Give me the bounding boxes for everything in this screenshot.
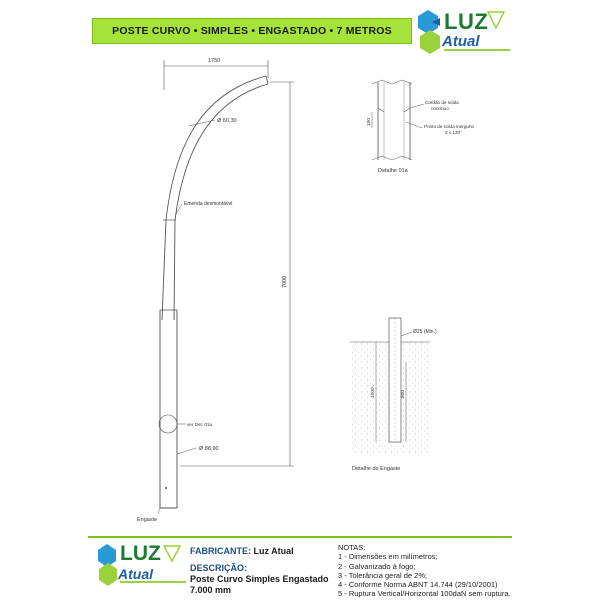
- page-title: POSTE CURVO • SIMPLES • ENGASTADO • 7 METROS: [92, 18, 412, 44]
- description-line-2: 7.000 mm: [190, 585, 232, 595]
- diam-bottom-label: Ø 88,90: [199, 446, 219, 452]
- description-block: [190, 563, 329, 596]
- detail-ref-label: ver Det. 01a: [187, 422, 213, 427]
- manufacturer-label: FABRICANTE:: [190, 546, 251, 556]
- diam-top-label: Ø 60,30: [217, 118, 237, 124]
- manufacturer-row: [190, 546, 294, 557]
- dim-width-label: 1750: [208, 58, 221, 64]
- detail-circle: [159, 415, 177, 433]
- note-item: 3 - Tolerância geral de 2%;: [338, 570, 428, 580]
- description-label: DESCRIÇÃO:: [190, 563, 248, 573]
- note-item: 4 - Conforme Norma ABNT 14.744 (29/10/2001): [338, 580, 498, 590]
- detail-01a: [366, 80, 475, 174]
- logo-text-atual: Atual: [442, 33, 480, 50]
- logo-text-luz-footer: LUZ: [120, 542, 161, 565]
- weld-bead-label: Cordão de solda contínuo: [425, 100, 459, 111]
- footer-divider: [88, 536, 512, 538]
- engaste-diam-label: Ø25 (Min.): [413, 329, 437, 335]
- logo-text-atual-footer: Atual: [118, 566, 153, 582]
- detail-engaste: [350, 318, 437, 472]
- note-item: 1 - Dimensões em milímetros;: [338, 552, 438, 562]
- manufacturer-value: Luz Atual: [253, 546, 294, 556]
- brand-logo-footer: [94, 540, 190, 588]
- logo-text-luz: LUZ: [444, 9, 489, 34]
- detail-01a-caption: Detalhe 01a: [378, 168, 408, 174]
- dim-height-label: 7000: [282, 275, 288, 288]
- notes-title: NOTAS:: [338, 543, 366, 552]
- plug-weld-label: Ponto de solda merguho 3 x 120°: [424, 124, 475, 135]
- splice-label: Emenda desmontável: [184, 201, 233, 207]
- pole-outline-outer: [162, 76, 266, 320]
- engaste-caption: Detalhe do Engaste: [352, 466, 401, 472]
- engaste-dim-inner: 800: [401, 389, 406, 398]
- note-item: 5 - Ruptura Vertical/Horizontal 100daN sem ruptura.: [338, 589, 511, 599]
- base-label: Engaste: [137, 517, 158, 523]
- notes-block: [338, 543, 518, 599]
- detail-01a-dim: 100: [367, 117, 372, 126]
- engaste-dim-outer: 1000: [371, 387, 376, 398]
- note-item: 2 - Galvanizado à fogo;: [338, 561, 416, 571]
- description-line-1: Poste Curvo Simples Engastado: [190, 574, 329, 584]
